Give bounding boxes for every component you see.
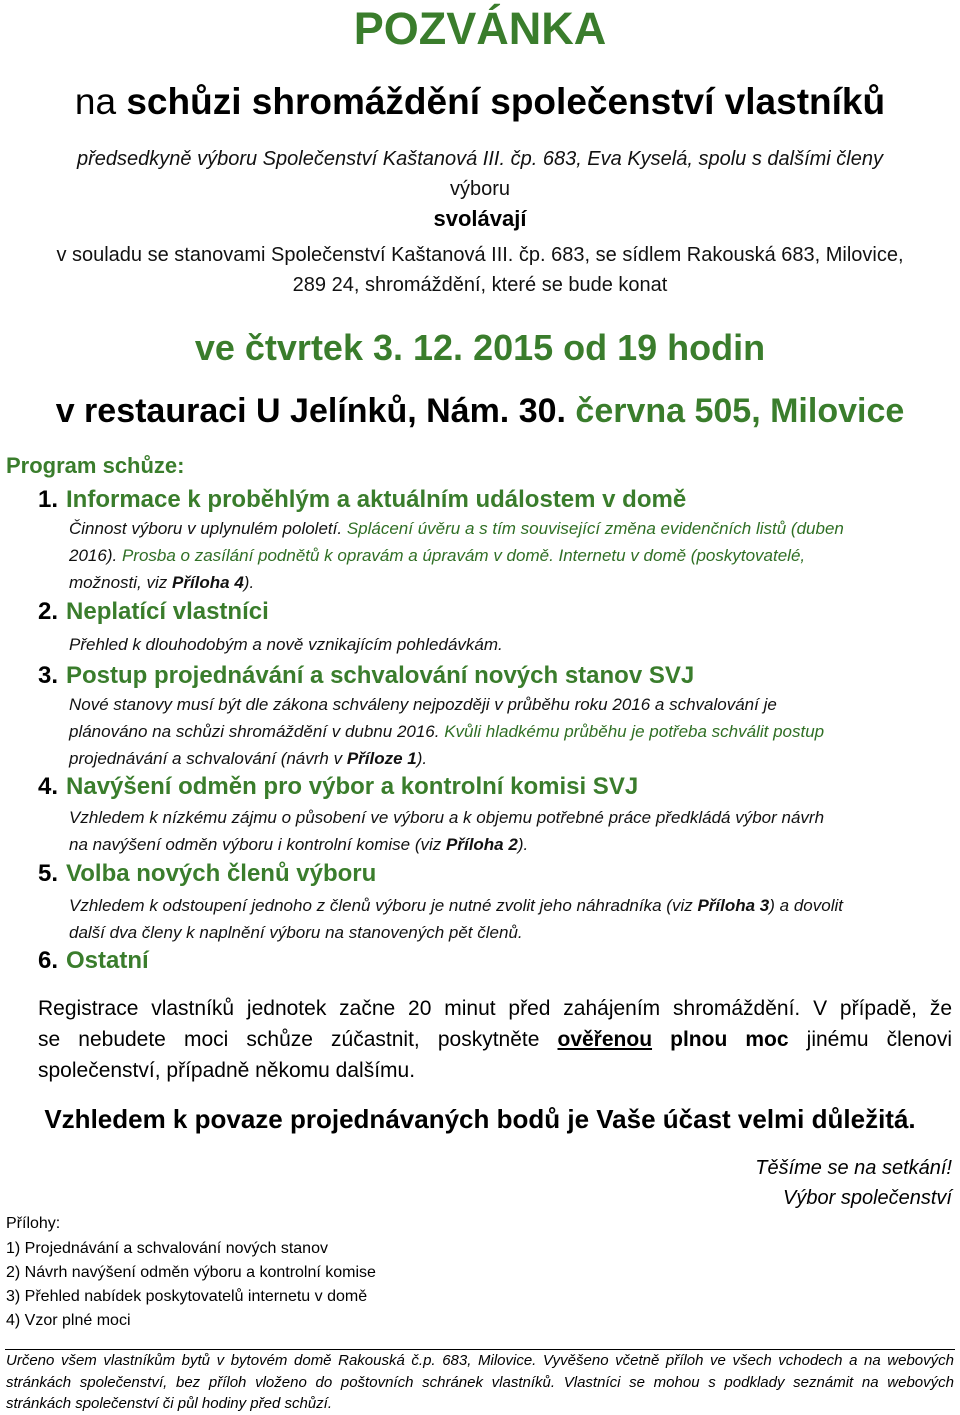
line-part: ). bbox=[416, 749, 428, 768]
line-part: Přehled k dlouhodobým a nově vznikajícím pohledávkám. bbox=[69, 635, 503, 654]
intro-svolavaji: svolávají bbox=[433, 206, 527, 231]
line-part: projednávání a schvalování (návrh v bbox=[69, 749, 347, 768]
closing-greeting: Těšíme se na setkání! bbox=[755, 1157, 952, 1179]
line-part: se nebudete moci schůze zúčastnit, poskytněte bbox=[38, 1028, 558, 1051]
footer-line-3: stránkách společenství či půl hodiny před schůzí. bbox=[6, 1395, 333, 1412]
program-item-title: Ostatní bbox=[66, 947, 149, 974]
attachment-item: 3) Přehled nabídek poskytovatelů internetu v domě bbox=[6, 1288, 368, 1305]
line-part: Činnost výboru v uplynulém pololetí. bbox=[69, 519, 347, 538]
program-item-5-heading bbox=[38, 859, 376, 889]
footer-line-2: stránkách společenství, bez příloh vloženo do poštovních schránek vlastníků. Vlastníci se mohou s podklady seznámit na webových bbox=[6, 1374, 954, 1391]
subtitle-bold: schůzi shromáždění společenství vlastníků bbox=[126, 81, 886, 122]
line-part: ) a dovolit bbox=[769, 896, 843, 915]
attachments-title: Přílohy: bbox=[6, 1215, 61, 1232]
intro-line-2: výboru bbox=[449, 178, 511, 200]
program-item-4-heading bbox=[38, 772, 638, 802]
line-part: na navýšení odměn výboru i kontrolní komise (viz bbox=[69, 835, 447, 854]
program-item-title: Volba nových členů výboru bbox=[66, 860, 377, 887]
line-part: Prosba o zasílání podnětů k opravám a úpravám v domě. Internetu v domě (poskytovatelé, bbox=[121, 546, 806, 565]
program-item-3-line-3 bbox=[69, 746, 427, 771]
program-item-2-heading bbox=[38, 597, 269, 627]
intro-line-3: v souladu se stanovami Společenství Kaštanová III. čp. 683, se sídlem Rakouská 683, Milovice, bbox=[56, 244, 904, 266]
meeting-place bbox=[0, 389, 960, 433]
line-part: ). bbox=[517, 835, 529, 854]
program-item-5-line-1 bbox=[69, 893, 843, 918]
emphasis-verified: ověřenou bbox=[557, 1028, 653, 1051]
footer-line-1: Určeno všem vlastníkům bytů v bytovém domě Rakouská č.p. 683, Milovice. Vyvěšeno včetně příloh ve všech vchodech a na webových bbox=[6, 1352, 954, 1369]
emphasis-power-of-attorney: plnou moc bbox=[670, 1028, 789, 1051]
program-item-number: 3. bbox=[38, 662, 59, 689]
meeting-date-suffix: 2015 od 19 hodin bbox=[473, 327, 766, 368]
line-part: možnosti, viz bbox=[69, 573, 172, 592]
registration-line-1: Registrace vlastníků jednotek začne 20 minut před zahájením shromáždění. V případě, že bbox=[38, 997, 952, 1020]
program-item-title: Navýšení odměn pro výbor a kontrolní komisi SVJ bbox=[66, 773, 639, 800]
program-item-title: Postup projednávání a schvalování nových stanov SVJ bbox=[66, 662, 695, 689]
intro-line-1: předsedkyně výboru Společenství Kaštanová III. čp. 683, Eva Kyselá, spolu s dalšími členy bbox=[77, 148, 883, 170]
program-item-1-heading bbox=[38, 485, 686, 515]
line-part: 2016). bbox=[69, 546, 122, 565]
meeting-place-suffix: června 505, Milovice bbox=[575, 392, 905, 430]
line-part: plánováno na schůzi shromáždění v dubnu 2016. bbox=[69, 722, 445, 741]
subtitle-prefix: na bbox=[74, 81, 127, 122]
program-item-title: Informace k proběhlým a aktuálním událostem v domě bbox=[66, 486, 687, 513]
program-item-3-heading bbox=[38, 661, 694, 691]
program-item-title: Neplatící vlastníci bbox=[66, 598, 269, 625]
program-item-number: 2. bbox=[38, 598, 59, 625]
line-part: Vzhledem k odstoupení jednoho z členů výboru je nutné zvolit jeho náhradníka (viz bbox=[69, 896, 698, 915]
program-item-3-line-2 bbox=[69, 719, 824, 744]
program-item-3-line-1 bbox=[69, 692, 777, 717]
line-part bbox=[652, 1028, 670, 1051]
program-item-6-heading bbox=[38, 946, 149, 976]
program-item-4-line-1 bbox=[69, 805, 824, 830]
program-item-number: 5. bbox=[38, 860, 59, 887]
line-part: Nové stanovy musí být dle zákona schváleny nejpozději v průběhu roku 2016 a schvalování je bbox=[69, 695, 777, 714]
program-item-5-line-2 bbox=[69, 920, 523, 945]
importance-notice: Vzhledem k povaze projednávaných bodů je Vaše účast velmi důležitá. bbox=[44, 1104, 916, 1134]
line-part: Vzhledem k nízkému zájmu o působení ve výboru a k objemu potřebné práce předkládá výbor návrh bbox=[69, 808, 825, 827]
line-part: Splácení úvěru a s tím související změna evidenčních listů (duben bbox=[346, 519, 844, 538]
line-part: Kvůli hladkému průběhu je potřeba schválit postup bbox=[444, 722, 825, 741]
program-item-4-line-2 bbox=[69, 832, 528, 857]
program-item-number: 6. bbox=[38, 947, 59, 974]
program-item-number: 4. bbox=[38, 773, 59, 800]
signature-committee: Výbor společenství bbox=[783, 1187, 952, 1209]
registration-line-2 bbox=[38, 1024, 952, 1055]
program-item-number: 1. bbox=[38, 486, 59, 513]
attachment-item: 4) Vzor plné moci bbox=[6, 1312, 131, 1329]
attachment-item: 1) Projednávání a schvalování nových stanov bbox=[6, 1240, 328, 1257]
attachment-item: 2) Návrh navýšení odměn výboru a kontrolní komise bbox=[6, 1264, 376, 1281]
program-item-1-line-2 bbox=[69, 543, 805, 568]
page-subtitle bbox=[0, 78, 960, 126]
meeting-date bbox=[0, 325, 960, 371]
line-part: jinému členovi bbox=[788, 1028, 952, 1051]
attachment-ref: Příloha 4 bbox=[171, 573, 244, 592]
program-item-1-line-3 bbox=[69, 570, 254, 595]
meeting-date-prefix: ve čtvrtek 3. 12. bbox=[194, 327, 474, 368]
registration-line-3: společenství, případně někomu dalšímu. bbox=[38, 1059, 416, 1082]
program-item-1-line-1 bbox=[69, 516, 844, 541]
program-title: Program schůze: bbox=[6, 453, 185, 478]
program-item-2-line-1 bbox=[69, 632, 503, 657]
attachment-ref: Příloze 1 bbox=[346, 749, 417, 768]
page-title: POZVÁNKA bbox=[353, 3, 607, 54]
attachment-ref: Příloha 3 bbox=[697, 896, 770, 915]
attachment-ref: Příloha 2 bbox=[446, 835, 518, 854]
intro-line-4: 289 24, shromáždění, které se bude konat bbox=[292, 274, 668, 296]
meeting-place-prefix: v restauraci U Jelínků, Nám. 30. bbox=[55, 392, 576, 430]
line-part: další dva členy k naplnění výboru na stanovených pět členů. bbox=[69, 923, 523, 942]
line-part: ). bbox=[243, 573, 255, 592]
